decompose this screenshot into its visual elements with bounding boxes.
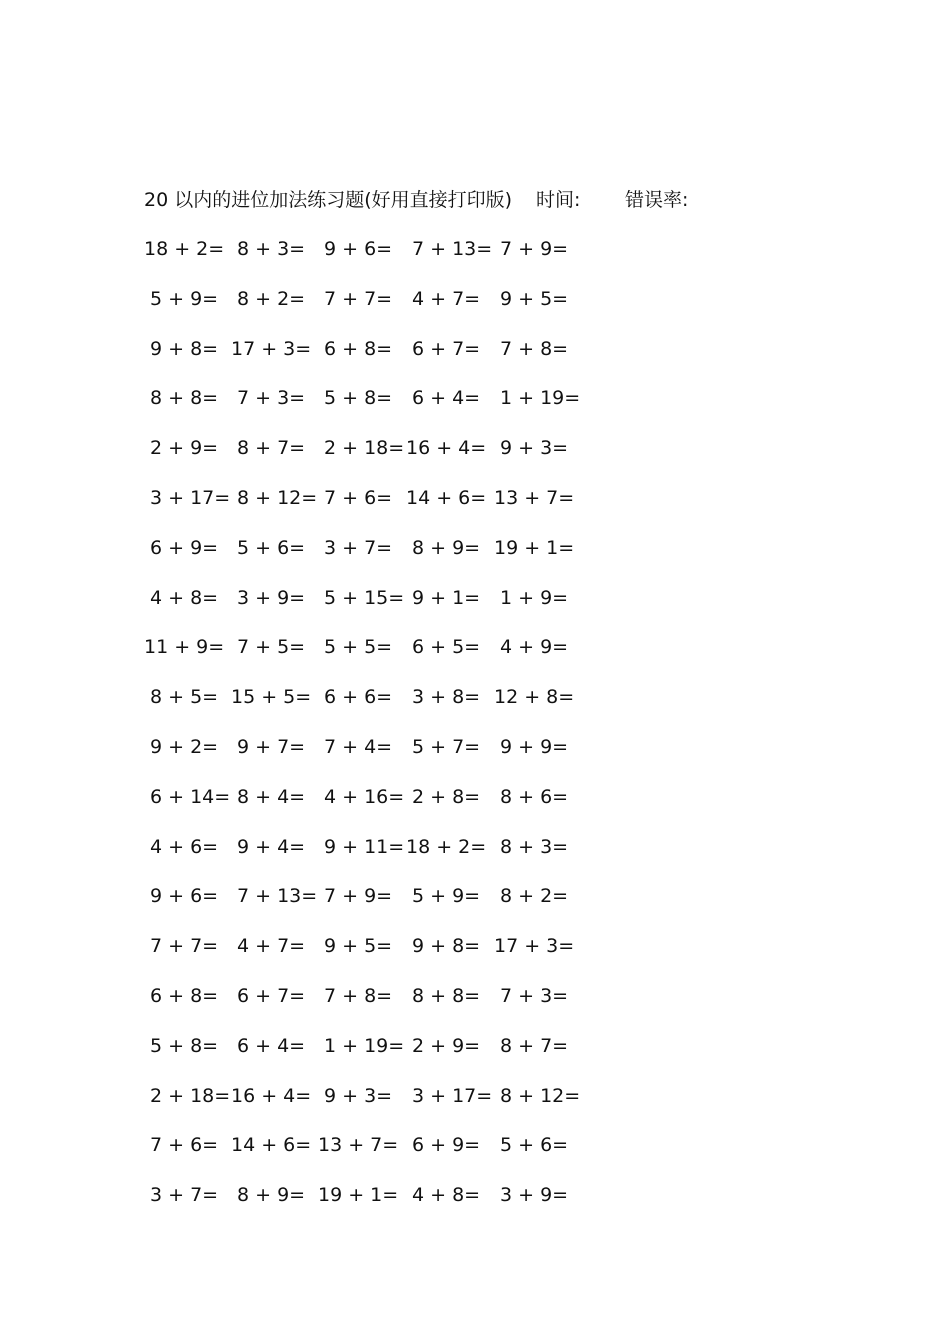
exercise-problem: 9 + 11= — [324, 835, 405, 858]
exercise-problem: 4 + 6= — [150, 835, 219, 858]
error-rate-label: 错误率: — [625, 189, 689, 211]
exercise-problem: 8 + 4= — [237, 785, 306, 808]
exercise-problem: 18 + 2= — [406, 835, 487, 858]
exercise-problem: 2 + 9= — [150, 437, 219, 460]
exercise-problem: 11 + 9= — [144, 636, 225, 659]
exercise-problem: 8 + 7= — [500, 1034, 569, 1057]
exercise-problem: 5 + 15= — [324, 586, 405, 609]
exercise-problem: 17 + 3= — [231, 337, 312, 360]
exercise-problem: 9 + 4= — [237, 835, 306, 858]
exercise-problem: 5 + 7= — [412, 735, 481, 758]
exercise-problem: 3 + 8= — [412, 686, 481, 709]
exercise-problem: 9 + 9= — [500, 735, 569, 758]
exercise-problem: 5 + 8= — [150, 1034, 219, 1057]
exercise-problem: 9 + 7= — [237, 735, 306, 758]
exercise-problem: 6 + 7= — [237, 984, 306, 1007]
exercise-row — [144, 883, 604, 933]
exercise-row — [144, 535, 604, 585]
exercise-problem: 9 + 8= — [150, 337, 219, 360]
exercise-problem: 14 + 6= — [406, 486, 487, 509]
exercise-problem: 1 + 9= — [500, 586, 569, 609]
exercise-problem: 7 + 13= — [237, 885, 318, 908]
worksheet-header — [144, 186, 689, 214]
exercise-problem: 6 + 5= — [412, 636, 481, 659]
exercise-problem: 8 + 12= — [500, 1084, 581, 1107]
exercise-row — [144, 634, 604, 684]
exercise-problem: 3 + 17= — [150, 486, 231, 509]
exercise-problem: 4 + 8= — [412, 1184, 481, 1207]
exercise-problem: 17 + 3= — [494, 935, 575, 958]
exercise-problem: 13 + 7= — [494, 486, 575, 509]
exercise-problem: 5 + 9= — [412, 885, 481, 908]
exercise-row — [144, 933, 604, 983]
exercise-problem: 18 + 2= — [144, 238, 225, 260]
exercise-problem: 8 + 7= — [237, 437, 306, 460]
exercise-problem: 4 + 16= — [324, 785, 405, 808]
exercise-problem: 16 + 4= — [231, 1084, 312, 1107]
exercise-problem: 5 + 6= — [500, 1134, 569, 1157]
exercise-problem: 7 + 4= — [324, 735, 393, 758]
exercise-problem: 7 + 7= — [324, 287, 393, 310]
exercise-problem: 6 + 4= — [237, 1034, 306, 1057]
exercise-row — [144, 385, 604, 435]
exercise-problem: 9 + 3= — [324, 1084, 393, 1107]
exercise-problem: 13 + 7= — [318, 1134, 399, 1157]
exercise-problem: 6 + 8= — [324, 337, 393, 360]
exercise-problem: 5 + 8= — [324, 387, 393, 410]
exercise-problem: 8 + 2= — [237, 287, 306, 310]
exercise-problem: 3 + 7= — [150, 1184, 219, 1207]
exercise-problem: 5 + 6= — [237, 536, 306, 559]
exercise-problem: 3 + 9= — [237, 586, 306, 609]
exercise-problem: 12 + 8= — [494, 686, 575, 709]
exercise-problem: 8 + 9= — [237, 1184, 306, 1207]
exercise-problem: 8 + 8= — [150, 387, 219, 410]
exercise-problem: 9 + 6= — [324, 238, 393, 260]
exercise-problem: 14 + 6= — [231, 1134, 312, 1157]
exercise-problem: 6 + 9= — [412, 1134, 481, 1157]
exercise-problem: 7 + 3= — [237, 387, 306, 410]
exercise-problem: 5 + 9= — [150, 287, 219, 310]
exercise-problem: 7 + 9= — [324, 885, 393, 908]
exercise-row — [144, 336, 604, 386]
exercise-problem: 7 + 6= — [150, 1134, 219, 1157]
exercise-problem: 6 + 9= — [150, 536, 219, 559]
exercise-row — [144, 236, 604, 286]
exercise-problem: 9 + 3= — [500, 437, 569, 460]
exercise-problem: 8 + 5= — [150, 686, 219, 709]
exercise-problem: 7 + 5= — [237, 636, 306, 659]
exercise-row — [144, 784, 604, 834]
exercise-problem: 8 + 12= — [237, 486, 318, 509]
exercise-row — [144, 684, 604, 734]
exercise-problem: 6 + 8= — [150, 984, 219, 1007]
exercise-row — [144, 1182, 604, 1232]
exercise-problem: 2 + 18= — [324, 437, 405, 460]
exercise-row — [144, 286, 604, 336]
exercise-row — [144, 585, 604, 635]
exercise-row — [144, 435, 604, 485]
exercise-problem: 19 + 1= — [318, 1184, 399, 1207]
exercise-problem: 16 + 4= — [406, 437, 487, 460]
exercise-problem: 8 + 3= — [237, 238, 306, 260]
time-label: 时间: — [536, 189, 581, 211]
exercise-problem: 7 + 8= — [500, 337, 569, 360]
exercise-problem: 6 + 7= — [412, 337, 481, 360]
exercise-problem: 4 + 9= — [500, 636, 569, 659]
exercise-row — [144, 983, 604, 1033]
exercise-problem: 7 + 7= — [150, 935, 219, 958]
exercise-problem: 2 + 9= — [412, 1034, 481, 1057]
exercise-problem: 7 + 8= — [324, 984, 393, 1007]
exercise-row — [144, 485, 604, 535]
exercise-problem: 1 + 19= — [500, 387, 581, 410]
exercise-problem: 8 + 3= — [500, 835, 569, 858]
exercise-problem: 1 + 19= — [324, 1034, 405, 1057]
exercise-problem: 9 + 5= — [500, 287, 569, 310]
exercise-problem: 6 + 4= — [412, 387, 481, 410]
exercise-row — [144, 834, 604, 884]
exercise-problem: 2 + 18= — [150, 1084, 231, 1107]
exercise-problem: 8 + 6= — [500, 785, 569, 808]
exercise-problem: 3 + 7= — [324, 536, 393, 559]
exercise-problem: 9 + 2= — [150, 735, 219, 758]
exercise-problem: 9 + 5= — [324, 935, 393, 958]
exercise-problem: 4 + 7= — [237, 935, 306, 958]
exercise-problem: 7 + 6= — [324, 486, 393, 509]
exercise-problem: 6 + 6= — [324, 686, 393, 709]
exercise-problem: 8 + 2= — [500, 885, 569, 908]
exercise-problem: 8 + 9= — [412, 536, 481, 559]
exercise-problem: 7 + 13= — [412, 238, 493, 260]
exercise-problem: 15 + 5= — [231, 686, 312, 709]
exercise-row — [144, 1132, 604, 1182]
exercise-problem: 3 + 17= — [412, 1084, 493, 1107]
exercise-problem: 9 + 1= — [412, 586, 481, 609]
exercise-row — [144, 1033, 604, 1083]
exercise-problem: 5 + 5= — [324, 636, 393, 659]
exercise-row — [144, 734, 604, 784]
exercise-problem: 7 + 3= — [500, 984, 569, 1007]
exercise-problem: 9 + 8= — [412, 935, 481, 958]
exercise-problem: 7 + 9= — [500, 238, 569, 260]
exercise-problem: 8 + 8= — [412, 984, 481, 1007]
exercise-problem: 9 + 6= — [150, 885, 219, 908]
worksheet-title: 20 以内的进位加法练习题(好用直接打印版) — [144, 189, 513, 211]
exercise-problem: 4 + 8= — [150, 586, 219, 609]
exercise-grid — [144, 236, 604, 1232]
exercise-problem: 4 + 7= — [412, 287, 481, 310]
exercise-problem: 2 + 8= — [412, 785, 481, 808]
exercise-problem: 3 + 9= — [500, 1184, 569, 1207]
exercise-row — [144, 1083, 604, 1133]
exercise-problem: 19 + 1= — [494, 536, 575, 559]
exercise-problem: 6 + 14= — [150, 785, 231, 808]
